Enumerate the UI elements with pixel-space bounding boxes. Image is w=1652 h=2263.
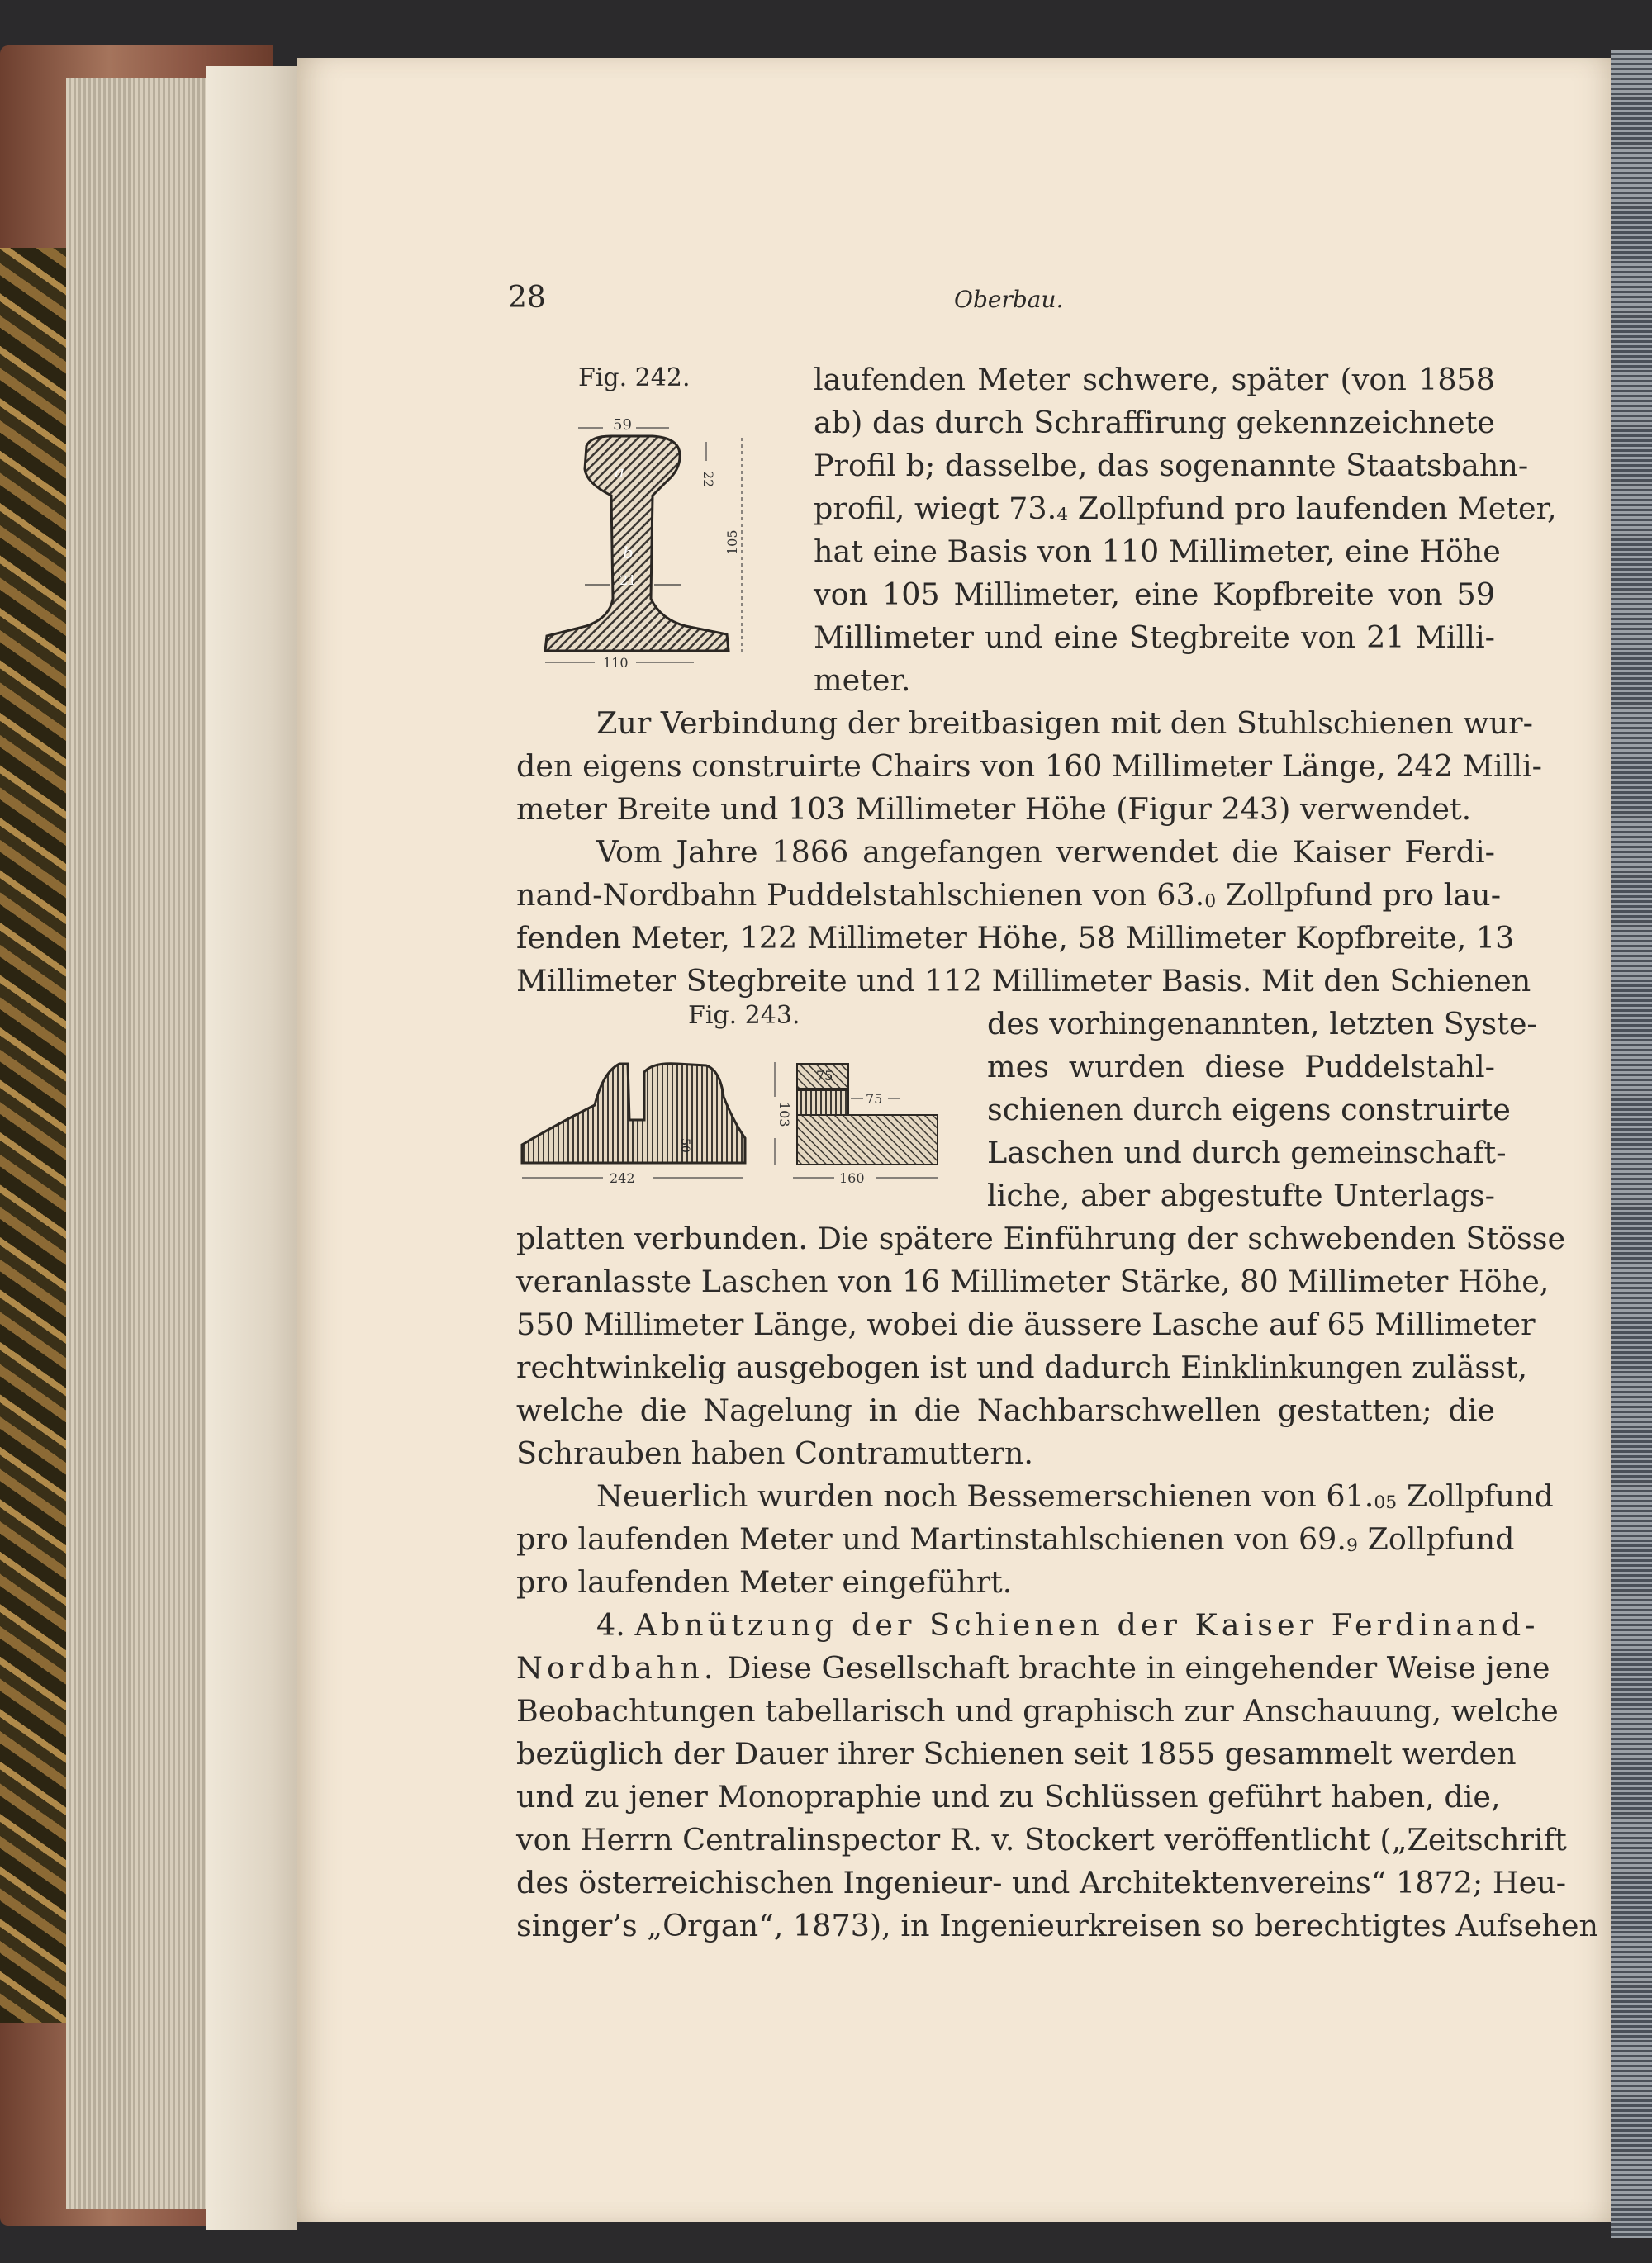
text-line-37: singer’s „Organ“, 1873), in Ingenieurkreisen so berechtigtes Aufsehen: [516, 1908, 1598, 1943]
text-line-12: Vom Jahre 1866 angefangen verwendet die Kaiser Ferdi-: [596, 834, 1495, 870]
fig243-dim-bottom: 160: [839, 1170, 865, 1186]
fig243-dim-left-width: 242: [610, 1170, 635, 1186]
text-line-19: Laschen und durch gemeinschaft-: [987, 1135, 1507, 1170]
text-line-35: von Herrn Centralinspector R. v. Stockert veröffentlicht („Zeitschrift: [516, 1822, 1567, 1857]
fig242-label-b: b: [623, 543, 634, 562]
page-header: [508, 281, 1499, 322]
fig243-dim-top: 75: [816, 1068, 833, 1084]
text-line-4: profil, wiegt $73._4$ Zollpfund pro laufenden Meter,: [814, 491, 1557, 526]
text-line-33: bezüglich der Dauer ihrer Schienen seit 1855 gesammelt werden: [516, 1736, 1517, 1772]
text-line-8: meter.: [814, 662, 911, 698]
text-line-11: meter Breite und 103 Millimeter Höhe (Figur 243) verwendet.: [516, 791, 1472, 827]
text-line-10: den eigens construirte Chairs von 160 Millimeter Länge, 242 Milli-: [516, 748, 1542, 784]
fig242-dim-head: 22: [700, 471, 716, 488]
text-line-25: welche die Nagelung in die Nachbarschwellen gestatten; die: [516, 1392, 1495, 1428]
text-line-6: von 105 Millimeter, eine Kopfbreite von 59: [814, 576, 1495, 612]
text-line-20: liche, aber abgestufte Unterlags-: [987, 1178, 1495, 1213]
text-line-16: des vorhingenannten, letzten Syste-: [987, 1006, 1537, 1041]
text-line-30: 4. Abnützung der Schienen der Kaiser Ferdinand-: [596, 1607, 1540, 1643]
running-title: Oberbau.: [954, 286, 1064, 313]
text-line-26: Schrauben haben Contramuttern.: [516, 1435, 1033, 1471]
text-line-29: pro laufenden Meter eingeführt.: [516, 1564, 1013, 1600]
fig242-dim-top: 59: [613, 416, 632, 434]
text-line-3: Profil b; dasselbe, das sogenannte Staatsbahn-: [814, 448, 1529, 483]
fig242-dim-web: 21: [620, 572, 637, 588]
fig242-label-a: a: [615, 462, 624, 482]
text-line-7: Millimeter und eine Stegbreite von 21 Milli-: [814, 619, 1495, 655]
text-line-17: mes wurden diese Puddelstahl-: [987, 1049, 1495, 1084]
text-line-23: 550 Millimeter Länge, wobei die äussere Lasche auf 65 Millimeter: [516, 1307, 1536, 1342]
text-line-36: des österreichischen Ingenieur- und Architektenvereins“ 1872; Heu-: [516, 1865, 1567, 1900]
text-line-15: Millimeter Stegbreite und 112 Millimeter Basis. Mit den Schienen: [516, 963, 1531, 999]
text-line-21: platten verbunden. Die spätere Einführung der schwebenden Stösse: [516, 1221, 1566, 1256]
text-line-32: Beobachtungen tabellarisch und graphisch zur Anschauung, welche: [516, 1693, 1559, 1729]
page-number: 28: [508, 281, 546, 315]
fig243-dim-left-height: 50: [678, 1138, 691, 1153]
figure-243: [512, 1047, 942, 1196]
text-line-31: Nordbahn. Diese Gesellschaft brachte in eingehender Weise jene: [516, 1650, 1550, 1686]
text-line-2: ab) das durch Schraffirung gekennzeichnete: [814, 405, 1496, 440]
figure-242: [520, 405, 760, 669]
text-line-28: pro laufenden Meter und Martinstahlschienen von $69._9$ Zollpfund: [516, 1521, 1515, 1557]
fig243-dim-height: 103: [776, 1102, 792, 1127]
fig242-dim-height: 105: [724, 529, 740, 555]
text-line-5: hat eine Basis von 110 Millimeter, eine Höhe: [814, 534, 1501, 569]
text-line-9: Zur Verbindung der breitbasigen mit den Stuhlschienen wur-: [596, 705, 1533, 741]
text-line-1: laufenden Meter schwere, später (von 1858: [814, 362, 1495, 397]
figure-243-caption: Fig. 243.: [688, 1001, 800, 1030]
text-line-34: und zu jener Monopraphie und zu Schlüssen geführt haben, die,: [516, 1779, 1501, 1815]
text-line-14: fenden Meter, 122 Millimeter Höhe, 58 Millimeter Kopfbreite, 13: [516, 920, 1515, 956]
figure-242-caption: Fig. 242.: [578, 363, 691, 392]
text-line-24: rechtwinkelig ausgebogen ist und dadurch Einklinkungen zulässt,: [516, 1350, 1528, 1385]
fig243-dim-inner: 75: [866, 1091, 883, 1107]
text-line-13: nand-Nordbahn Puddelstahlschienen von $63._0$ Zollpfund pro lau-: [516, 877, 1502, 913]
text-line-27: Neuerlich wurden noch Bessemerschienen von $61._{05}$ Zollpfund: [596, 1478, 1554, 1514]
text-line-22: veranlasste Laschen von 16 Millimeter Stärke, 80 Millimeter Höhe,: [516, 1264, 1550, 1299]
text-line-18: schienen durch eigens construirte: [987, 1092, 1511, 1127]
fig242-dim-base: 110: [603, 655, 629, 669]
